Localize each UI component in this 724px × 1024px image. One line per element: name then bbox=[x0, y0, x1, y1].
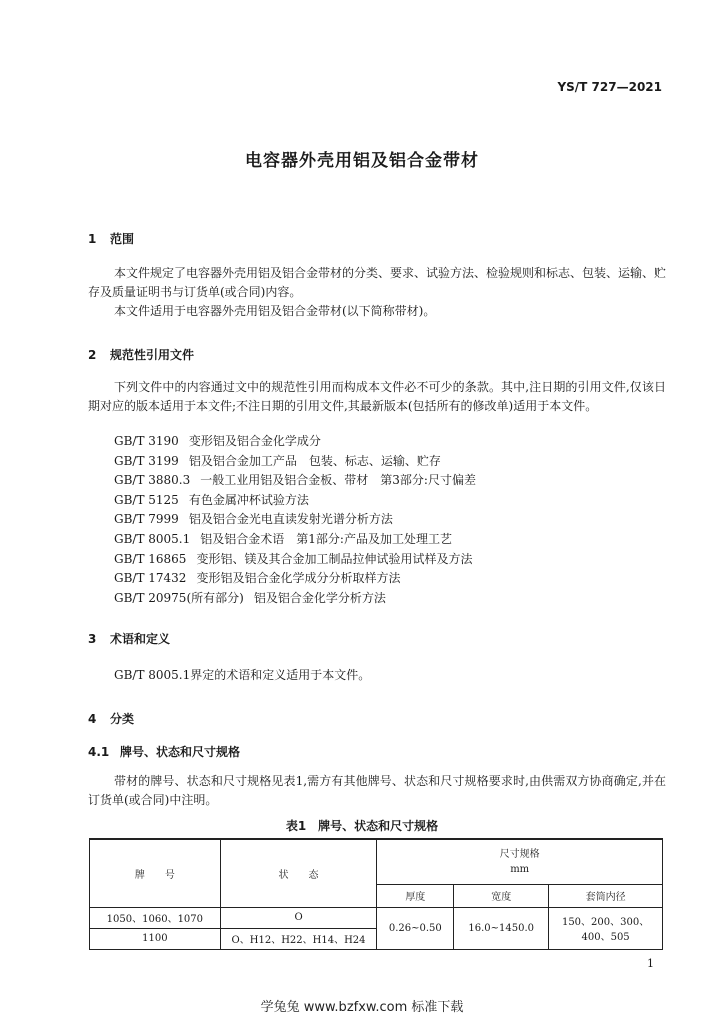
reference-item bbox=[114, 432, 476, 452]
section-1-paragraph-1: 本文件规定了电容器外壳用铝及铝合金带材的分类、要求、试验方法、检验规则和标志、包装、运输、贮存及质量证明书与订货单(或合同)内容。 bbox=[88, 266, 667, 299]
column-header-width: 宽度 bbox=[454, 884, 549, 907]
section-3-heading bbox=[88, 630, 170, 647]
reference-title: 一般工业用铝及铝合金板、带材 第3部分:尺寸偏差 bbox=[200, 473, 476, 488]
dimension-unit: mm bbox=[510, 863, 530, 875]
section-number: 4 bbox=[88, 712, 97, 726]
cell-temper: O bbox=[220, 907, 377, 928]
reference-code: GB/T 3190 bbox=[114, 434, 179, 448]
reference-title: 有色金属冲杯试验方法 bbox=[188, 492, 309, 507]
reference-title: 铝及铝合金化学分析方法 bbox=[253, 590, 386, 605]
reference-code: GB/T 3880.3 bbox=[114, 473, 191, 488]
column-header-core-diameter: 套筒内径 bbox=[549, 884, 663, 907]
reference-title: 铝及铝合金加工产品 包装、标志、运输、贮存 bbox=[188, 453, 441, 468]
reference-code: GB/T 20975(所有部分) bbox=[114, 590, 244, 605]
section-title: 术语和定义 bbox=[110, 632, 171, 646]
reference-title: 变形铝及铝合金化学成分分析取样方法 bbox=[196, 571, 401, 586]
page-number: 1 bbox=[647, 957, 654, 970]
reference-code: GB/T 8005.1 bbox=[114, 531, 191, 546]
table-caption: 表1 牌号、状态和尺寸规格 bbox=[285, 819, 439, 833]
section-2-intro: 下列文件中的内容通过文中的规范性引用而构成本文件必不可少的条款。其中,注日期的引用文件,仅该日期对应的版本适用于本文件;不注日期的引用文件,其最新版本(包括所有的修改单)适用于本文件。 bbox=[88, 380, 666, 413]
reference-list bbox=[114, 432, 476, 608]
reference-code: GB/T 16865 bbox=[114, 551, 187, 566]
column-header-grade: 牌 号 bbox=[90, 839, 221, 907]
standard-number: YS/T 727—2021 bbox=[557, 80, 662, 94]
footer-watermark: 学兔兔 www.bzfxw.com 标准下载 bbox=[260, 1000, 464, 1015]
reference-title: 变形铝及铝合金化学成分 bbox=[188, 434, 321, 448]
section-4-heading bbox=[88, 710, 134, 727]
cell-grade: 1050、1060、1070 bbox=[90, 907, 221, 928]
cell-temper: O、H12、H22、H14、H24 bbox=[220, 928, 377, 949]
dimension-label: 尺寸规格 bbox=[499, 848, 540, 860]
reference-title: 铝及铝合金术语 第1部分:产品及加工处理工艺 bbox=[200, 531, 452, 546]
cell-width: 16.0~1450.0 bbox=[454, 907, 549, 949]
reference-item bbox=[114, 569, 476, 589]
subsection-4-1-heading bbox=[88, 743, 240, 760]
reference-code: GB/T 7999 bbox=[114, 512, 179, 527]
section-2-heading bbox=[88, 346, 194, 363]
section-number: 2 bbox=[88, 348, 97, 362]
document-title: 电容器外壳用铝及铝合金带材 bbox=[245, 151, 479, 171]
section-1-paragraph-2: 本文件适用于电容器外壳用铝及铝合金带材(以下简称带材)。 bbox=[114, 304, 436, 318]
reference-item bbox=[114, 452, 476, 472]
reference-item bbox=[114, 530, 476, 550]
subsection-4-1-paragraph: 带材的牌号、状态和尺寸规格见表1,需方有其他牌号、状态和尺寸规格要求时,由供需双方协商确定,并在订货单(或合同)中注明。 bbox=[88, 774, 666, 807]
column-header-dimension bbox=[377, 839, 663, 884]
section-title: 规范性引用文件 bbox=[110, 348, 195, 362]
section-3-paragraph: GB/T 8005.1界定的术语和定义适用于本文件。 bbox=[114, 668, 371, 682]
column-header-temper: 状 态 bbox=[220, 839, 377, 907]
reference-item bbox=[114, 589, 476, 609]
subsection-title: 牌号、状态和尺寸规格 bbox=[120, 745, 241, 759]
subsection-number: 4.1 bbox=[88, 745, 110, 759]
reference-code: GB/T 17432 bbox=[114, 571, 187, 586]
cell-thickness: 0.26~0.50 bbox=[377, 907, 454, 949]
table-row bbox=[90, 907, 663, 928]
cell-core-diameter: 150、200、300、400、505 bbox=[549, 907, 663, 949]
cell-grade: 1100 bbox=[90, 928, 221, 949]
reference-item bbox=[114, 471, 476, 491]
section-1-heading bbox=[88, 230, 134, 247]
reference-title: 变形铝、镁及其合金加工制品拉伸试验用试样及方法 bbox=[196, 551, 473, 566]
reference-item bbox=[114, 550, 476, 570]
reference-title: 铝及铝合金光电直读发射光谱分析方法 bbox=[188, 512, 393, 527]
section-number: 1 bbox=[88, 232, 97, 246]
section-title: 范围 bbox=[110, 232, 135, 246]
section-number: 3 bbox=[88, 632, 97, 646]
reference-item bbox=[114, 491, 476, 511]
reference-item bbox=[114, 510, 476, 530]
column-header-thickness: 厚度 bbox=[377, 884, 454, 907]
spec-table bbox=[89, 838, 663, 950]
reference-code: GB/T 3199 bbox=[114, 453, 179, 468]
reference-code: GB/T 5125 bbox=[114, 492, 179, 507]
section-title: 分类 bbox=[110, 712, 135, 726]
